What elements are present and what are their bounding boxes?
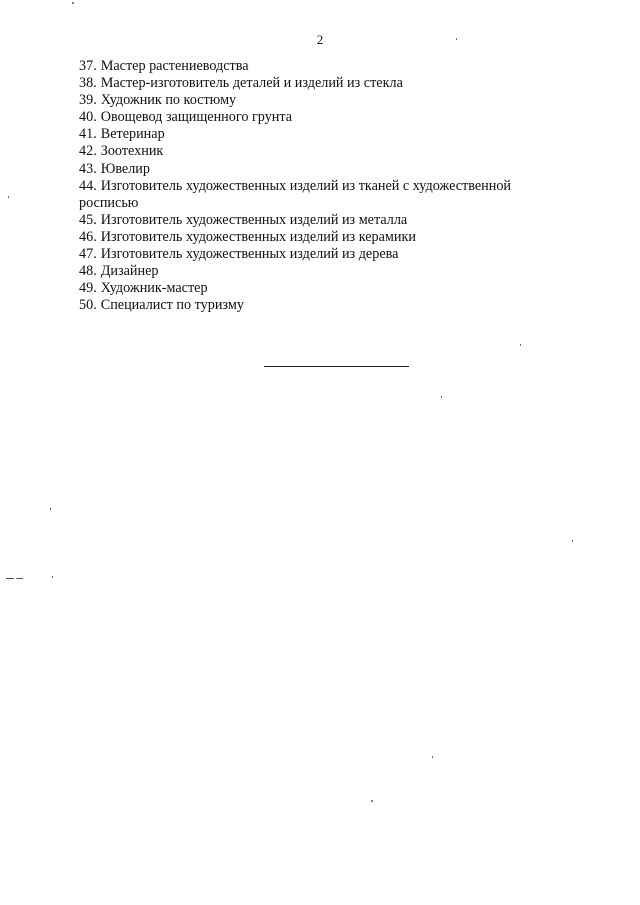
item-text: Ювелир bbox=[100, 160, 150, 177]
item-number: 49. bbox=[79, 280, 97, 297]
item-text: Изготовитель художественных изделий из тканей с художественной bbox=[100, 177, 512, 194]
item-text: Мастер-изготовитель деталей и изделий из стекла bbox=[100, 75, 403, 92]
item-number: 39. bbox=[79, 92, 97, 109]
list-item bbox=[79, 143, 579, 160]
item-number: 47. bbox=[79, 246, 97, 263]
page-number: 2 bbox=[316, 32, 324, 47]
item-number: 42. bbox=[79, 143, 97, 160]
item-text: Изготовитель художественных изделий из металла bbox=[100, 211, 408, 228]
scan-speck bbox=[456, 38, 457, 40]
list-item bbox=[79, 280, 579, 297]
item-number: 45. bbox=[79, 211, 97, 228]
item-number: 44. bbox=[79, 177, 97, 194]
item-text: Специалист по туризму bbox=[100, 297, 244, 314]
item-number: 48. bbox=[79, 263, 97, 280]
item-number: 46. bbox=[79, 228, 97, 245]
scan-speck bbox=[441, 396, 442, 398]
item-text: Мастер растениеводства bbox=[100, 58, 249, 74]
item-number: 37. bbox=[79, 58, 97, 74]
list-item bbox=[79, 161, 579, 178]
list-item bbox=[79, 212, 579, 229]
scan-speck bbox=[8, 196, 9, 198]
list-item bbox=[79, 75, 579, 92]
list-item bbox=[79, 109, 579, 126]
list-item bbox=[79, 126, 579, 143]
scan-speck bbox=[50, 508, 51, 510]
scan-speck bbox=[16, 578, 23, 579]
scan-speck bbox=[572, 540, 573, 542]
item-text: Изготовитель художественных изделий из дерева bbox=[100, 246, 399, 263]
item-number: 38. bbox=[79, 75, 97, 92]
separator-line bbox=[264, 366, 409, 367]
item-number: 41. bbox=[79, 126, 97, 143]
profession-list bbox=[79, 58, 579, 314]
item-text: Художник-мастер bbox=[100, 280, 208, 297]
list-item bbox=[79, 297, 579, 314]
item-text: Ветеринар bbox=[100, 126, 165, 143]
list-item bbox=[79, 58, 579, 75]
scan-speck bbox=[371, 800, 373, 802]
item-text: Дизайнер bbox=[100, 263, 159, 280]
item-number: 40. bbox=[79, 109, 97, 126]
scan-speck bbox=[520, 344, 521, 346]
item-number: 50. bbox=[79, 297, 97, 314]
item-text: Изготовитель художественных изделий из керамики bbox=[100, 228, 416, 245]
scan-speck bbox=[6, 578, 14, 579]
list-item bbox=[79, 178, 579, 212]
item-text: Зоотехник bbox=[100, 143, 164, 160]
scan-speck bbox=[432, 756, 433, 758]
scan-speck bbox=[72, 2, 74, 4]
list-item bbox=[79, 246, 579, 263]
item-text-continuation: росписью bbox=[79, 194, 139, 211]
list-item bbox=[79, 229, 579, 246]
scan-speck bbox=[52, 576, 53, 578]
list-item bbox=[79, 92, 579, 109]
item-text: Овощевод защищенного грунта bbox=[100, 109, 293, 126]
item-text: Художник по костюму bbox=[100, 92, 237, 109]
list-item bbox=[79, 263, 579, 280]
item-number: 43. bbox=[79, 160, 97, 177]
